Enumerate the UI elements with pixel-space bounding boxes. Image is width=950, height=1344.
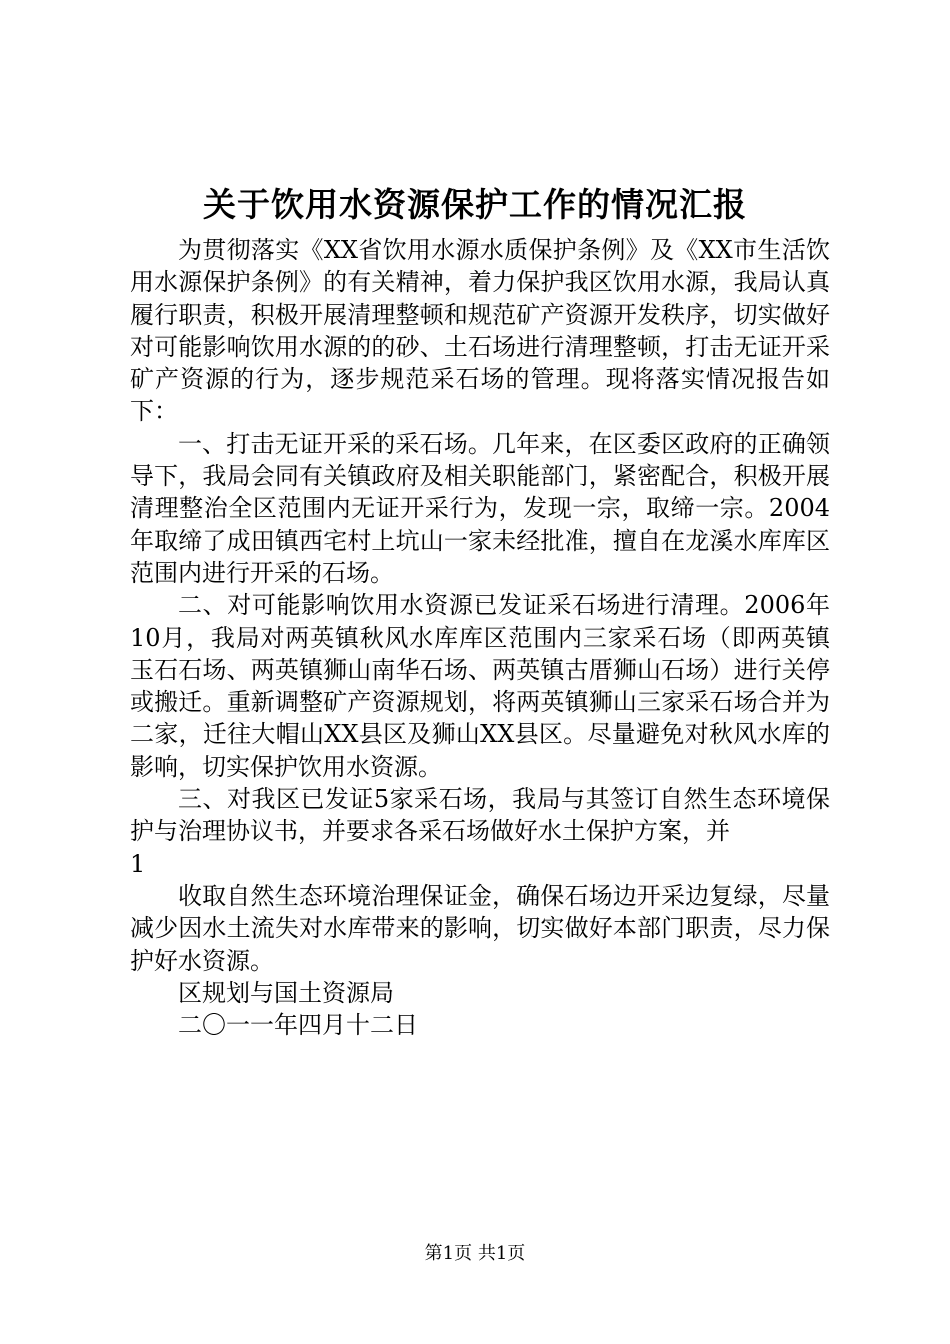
signature-line: 区规划与国土资源局 [178, 978, 394, 1007]
section-two-paragraph: 二、对可能影响饮用水资源已发证采石场进行清理。2006年10月，我局对两英镇秋风水库库区范围内三家采石场（即两英镇玉石石场、两英镇狮山南华石场、两英镇古厝狮山石场）进行关停或搬迁。重新调整矿产资源规划，将两英镇狮山三家采石场合并为二家，迁往大帽山XX县区及狮山XX县区。尽量避免对秋风水库的影响，切实保护饮用水资源。 [130, 591, 830, 781]
page-break-marker: 1 [130, 849, 146, 878]
continuation-paragraph: 收取自然生态环境治理保证金，确保石场边开采边复绿，尽量减少因水土流失对水库带来的影响，切实做好本部门职责，尽力保护好水资源。 [130, 881, 830, 975]
date-line: 二〇一一年四月十二日 [178, 1011, 418, 1040]
section-one-paragraph: 一、打击无证开采的采石场。几年来，在区委区政府的正确领导下，我局会同有关镇政府及相关职能部门，紧密配合，积极开展清理整治全区范围内无证开采行为，发现一宗，取缔一宗。2004年取缔了成田镇西宅村上坑山一家未经批准，擅自在龙溪水库库区范围内进行开采的石场。 [130, 429, 830, 587]
intro-paragraph: 为贯彻落实《XX省饮用水源水质保护条例》及《XX市生活饮用水源保护条例》的有关精神，着力保护我区饮用水源，我局认真履行职责，积极开展清理整顿和规范矿产资源开发秩序，切实做好对可能影响饮用水源的的砂、土石场进行清理整顿，打击无证开采矿产资源的行为，逐步规范采石场的管理。现将落实情况报告如下： [130, 236, 830, 426]
page-footer: 第1页 共1页 [424, 1243, 526, 1264]
section-three-paragraph: 三、对我区已发证5家采石场，我局与其签订自然生态环境保护与治理协议书，并要求各采石场做好水土保护方案，并 [130, 785, 830, 846]
document-body [130, 234, 830, 1041]
document-title: 关于饮用水资源保护工作的情况汇报 [203, 185, 747, 224]
